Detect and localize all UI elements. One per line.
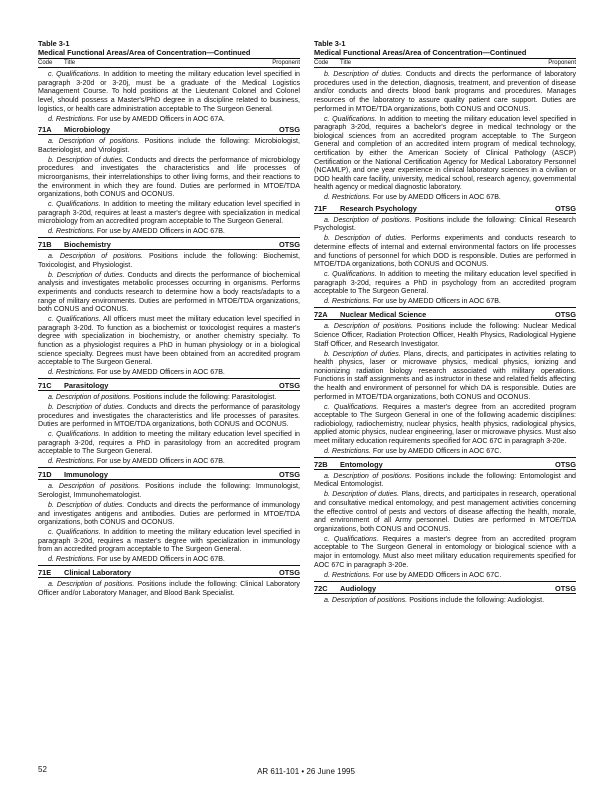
entry-proponent: OTSG — [279, 470, 300, 480]
entry-code: 71D — [38, 470, 52, 480]
entry-paragraph-d: d. Restrictions. For use by AMEDD Officers in AOC 67B. — [324, 297, 501, 306]
entry-code: 72B — [314, 459, 328, 469]
entry-divider — [314, 581, 576, 582]
entry-paragraph-b: b. Description of duties. Conducts and directs the performance of parasitology procedures and investigates the characteristics and life processes of parasites. Duties are performed in MTOE/TDA organizations, both CONUS and OCONUS. — [38, 403, 300, 429]
entry-paragraph-c: c. Qualifications. Requires a master's degree from an accredited program acceptable to The Surgeon General in entomology or biological science with a major in entomology. Must also meet military education requirements specified for AOC 67C in paragraph 3-20e. — [314, 534, 576, 569]
entry-header — [314, 460, 576, 470]
entry-title: Immunology — [64, 470, 108, 480]
entry-paragraph-c: c. Qualifications. In addition to meeting the military education level specified in paragraph 3-20d, requires a PhD in parasitology from an accredited program acceptable to The Surgeon General. — [38, 430, 300, 456]
entry-paragraph-a: a. Description of positions. Positions include the following: Audiologist. — [324, 595, 545, 604]
entry-code: 71C — [38, 381, 52, 391]
entry-paragraph-d: d. Restrictions. For use by AMEDD Officers in AOC 67B. — [48, 227, 225, 236]
entry-title: Research Psychology — [340, 203, 417, 213]
entry-title: Nuclear Medical Science — [340, 310, 427, 320]
entry-divider — [38, 467, 300, 468]
entry-title: Clinical Laboratory — [64, 568, 131, 578]
entry-paragraph-a: a. Description of positions. Positions include the following: Entomologist and Medical Entomologist. — [314, 471, 576, 489]
left-column — [38, 40, 300, 599]
entry-header — [314, 310, 576, 320]
left-column-headers — [38, 58, 300, 68]
entry-paragraph-a: a. Description of positions. Positions include the following: Biochemist, Toxicologist, and Physiologist. — [38, 252, 300, 269]
entry-paragraph-c: c. Qualifications. In addition to meeting the military education level specified in paragraph 3-20d, requires at least a master's degree with specialization in medical microbiology from an accredited program acceptable to The Surgeon General. — [38, 200, 300, 226]
entry-code: 71F — [314, 203, 327, 213]
header-title: Title — [64, 60, 76, 67]
header-code: Code — [38, 60, 53, 67]
header-code: Code — [314, 60, 329, 67]
entry-proponent: OTSG — [555, 310, 576, 320]
paragraph: d. Restrictions. For use by AMEDD Officers in AOC 67A. — [48, 114, 225, 123]
entry-code: 72A — [314, 310, 328, 320]
entry-paragraph-a: a. Description of positions. Positions include the following: Nuclear Medical Science Officer, Radiation Protection Officer, Health Physics, Radiological Hygiene Staff Officer, and Research Investigator. — [314, 322, 576, 348]
paragraph: d. Restrictions. For use by AMEDD Officers in AOC 67B. — [324, 193, 501, 202]
entry-header — [314, 584, 576, 594]
entry-header — [38, 568, 300, 578]
entry-paragraph-d: d. Restrictions. For use by AMEDD Officers in AOC 67B. — [48, 457, 225, 466]
entry-paragraph-a: a. Description of positions. Positions include the following: Immunologist, Serologist, Immunohematologist. — [38, 482, 300, 500]
entry-paragraph-a: a. Description of positions. Positions include the following: Clinical Research Psychologist. — [314, 215, 576, 233]
entry-paragraph-c: c. Qualifications. All officers must meet the military education level specified in paragraph 3-20d. To function as a biochemist or toxicologist requires a master's degree with specialization in biochemistry, or another chemistry specialty. To function as a physiologist requires a PhD in human physiology or in a biological science specialty. Degrees must have been obtained from an accredited program acceptable to The Surgeon General. — [38, 315, 300, 367]
entry-paragraph-c: c. Qualifications. In addition to meeting the military education level specified in paragraph 3-20d, requires a master's degree with specialization in immunology from an accredited program acceptable to The Surgeon General. — [38, 528, 300, 554]
entry-proponent: OTSG — [555, 583, 576, 593]
entry-divider — [38, 237, 300, 238]
left-table-title: Medical Functional Areas/Area of Concentration—Continued — [38, 47, 251, 57]
entry-title: Entomology — [340, 459, 383, 469]
entry-paragraph-d: d. Restrictions. For use by AMEDD Officers in AOC 67C. — [324, 570, 502, 579]
entry-paragraph-b: b. Description of duties. Performs experiments and conducts research to determine effects of internal and external environmental factors on life processes and functions of personnel for which DOD is responsible. Duties are performed in MTOE/TDA organizations, both CONUS and OCONUS. — [314, 234, 576, 269]
entry-title: Microbiology — [64, 125, 110, 135]
entry-paragraph-b: b. Description of duties. Conducts and directs the performance of immunology and investigates antigens and antibodies. Duties are performed in MTOE/TDA organizations, both CONUS and OCONUS. — [38, 501, 300, 527]
paragraph: c. Qualifications. In addition to meeting the military education level specified in paragraph 3-20d or 3-20j, must be a graduate of the Medical Logistics Management Course. To hold positions at the Lieutenant Colonel and Colonel level, should possess a Master's/PhD degree in a discipline related to business, logistics, or health care administration acceptable to The Surgeon General. — [38, 70, 300, 113]
entry-header — [38, 381, 300, 391]
entry-paragraph-d: d. Restrictions. For use by AMEDD Officers in AOC 67B. — [48, 555, 225, 564]
entry-paragraph-b: b. Description of duties. Plans, directs, and participates in research, operational and consultative medical entomology, and pest management activities concerning the effective control of pests and vectors of disease affecting the health, morale, and environment of all Army personnel. Duties are performed in MTOE/TDA organizations, both CONUS and OCONUS. — [314, 490, 576, 533]
entry-header — [38, 125, 300, 135]
right-table-label: Table 3-1 — [314, 39, 346, 48]
entry-paragraph-b: b. Description of duties. Conducts and directs the performance of biochemical analysis and investigates metabolic processes occurring in organisms. Performs experiments and conducts research to determine how a body reacts/adapts to a range of military environments. Duties are performed in MTOE/TDA organizations, both CONUS and OCONUS. — [38, 270, 300, 314]
entry-paragraph-c: c. Qualifications. In addition to meeting the military education level specified in paragraph 3-20d, requires a PhD in psychology from an accredited program acceptable to The Surgeon General. — [314, 270, 576, 296]
entry-paragraph-d: d. Restrictions. For use by AMEDD Officers in AOC 67B. — [48, 368, 225, 377]
entry-divider — [314, 457, 576, 458]
footer-doc-title: AR 611-101 • 26 June 1995 — [257, 767, 355, 776]
entry-title: Parasitology — [64, 381, 109, 391]
entry-proponent: OTSG — [555, 203, 576, 213]
entry-header — [38, 240, 300, 250]
header-title: Title — [340, 60, 352, 67]
entry-proponent: OTSG — [555, 459, 576, 469]
left-entries — [38, 125, 300, 597]
entry-header — [38, 470, 300, 480]
entry-paragraph-d: d. Restrictions. For use by AMEDD Officers in AOC 67C. — [324, 446, 502, 455]
entry-paragraph-b: b. Description of duties. Plans, directs, and participates in activities relating to health physics, laser or microwave physics, medical physics, ionizing and nonionizing radiation biology research associated with military operations. Functions in staff assignments and as instructor in these and related fields affecting the health and environment of personnel for which DA is responsible. Duties are performed in MTOE/TDA organizations, both CONUS and OCONUS. — [314, 349, 576, 401]
paragraph: b. Description of duties. Conducts and directs the performance of laboratory procedures used in the detection, diagnosis, treatment, and prevention of disease and/or conducts and directs blood bank programs and procedures. Manages resources of the laboratory to assure quality patient care support. Duties are performed in MTOE/TDA organizations, both CONUS and OCONUS. — [314, 70, 576, 113]
page-number: 52 — [38, 765, 47, 774]
right-column — [314, 40, 576, 606]
right-column-headers — [314, 58, 576, 68]
entry-paragraph-b: b. Description of duties. Conducts and directs the performance of microbiology procedures and investigates the characteristics and life processes of microorganisms, their interrelationships to other living forms, and their reactions to the environment in which they are found. Duties are performed in MTOE/TDA organizations, both CONUS and OCONUS. — [38, 155, 300, 199]
header-proponent: Proponent — [272, 60, 300, 67]
entry-paragraph-a: a. Description of positions. Positions include the following: Clinical Laboratory Officer and/or Laboratory Manager, and Blood Bank Specialist. — [38, 580, 300, 597]
entry-code: 72C — [314, 583, 328, 593]
header-proponent: Proponent — [548, 60, 576, 67]
entry-header — [314, 204, 576, 214]
entry-paragraph-c: c. Qualifications. Requires a master's degree from an accredited program acceptable to The Surgeon General in one of the following academic disciplines: radiobiology, radiochemistry, nuclear physics, health physics, radiological physics, applied atomic physics, nuclear engineering, laser or microwave physics. Must also meet military education requirements specified for AOC 67C in paragraph 3-20e. — [314, 402, 576, 445]
entry-proponent: OTSG — [279, 381, 300, 391]
right-table-title: Medical Functional Areas/Area of Concentration—Continued — [314, 47, 527, 57]
entry-proponent: OTSG — [279, 125, 300, 135]
entry-paragraph-a: a. Description of positions. Positions include the following: Microbiologist, Bacteriologist, and Virologist. — [38, 137, 300, 154]
entry-divider — [314, 307, 576, 308]
entry-title: Biochemistry — [64, 240, 111, 250]
entry-paragraph-a: a. Description of positions. Positions include the following: Parasitologist. — [48, 393, 277, 402]
right-entries — [314, 204, 576, 604]
entry-divider — [38, 378, 300, 379]
paragraph: c. Qualifications. In addition to meeting the military education level specified in paragraph 3-20d, requires a bachelor's degree in medical technology or the biological sciences from an accredited program acceptable to The Surgeon General and completion of an accredited intern program of medical technology, certification by either the American Society of Clinical Pathology (ASCP) Certification or the National Certification Agency for Medical Laboratory Personnel (NCAMLP), and one year experience in clinical laboratory sciences in a civilian or DOD health care facility, university, medical school, research agency, governmental health agency or medical diagnostic laboratory. — [314, 114, 576, 192]
entry-divider — [38, 565, 300, 566]
left-table-label: Table 3-1 — [38, 39, 70, 48]
entry-proponent: OTSG — [279, 240, 300, 250]
entry-code: 71E — [38, 568, 52, 578]
entry-code: 71A — [38, 125, 52, 135]
entry-proponent: OTSG — [279, 568, 300, 578]
entry-code: 71B — [38, 240, 52, 250]
entry-title: Audiology — [340, 583, 377, 593]
